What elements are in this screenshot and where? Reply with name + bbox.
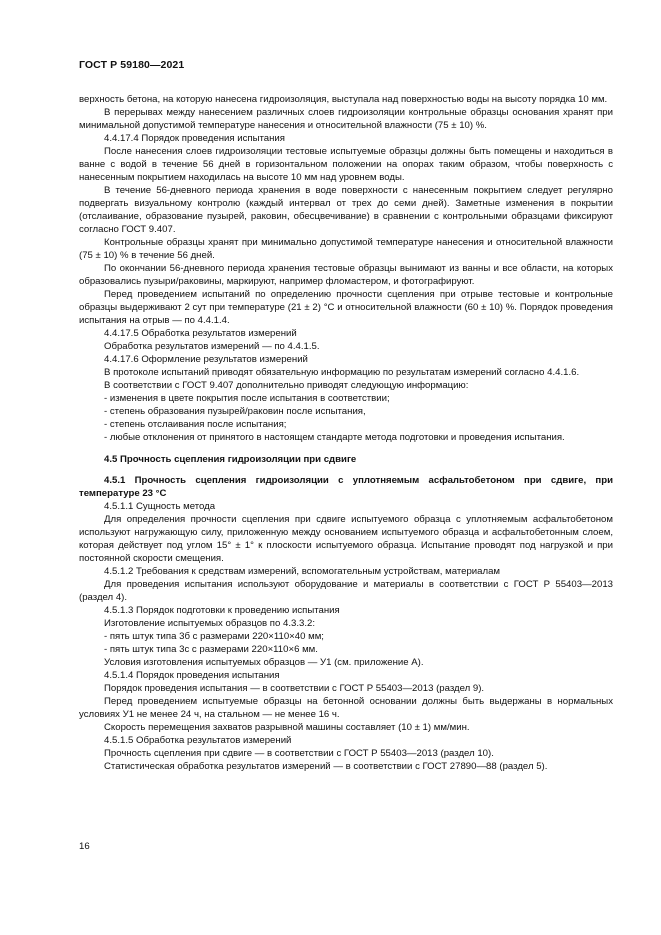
paragraph: Скорость перемещения захватов разрывной машины составляет (10 ± 1) мм/мин. xyxy=(104,722,470,733)
paragraph: Перед проведением испытаний по определению прочности сцепления при отрыве тестовые и контрольные образцы выдерживают 2 сут при температуре (21 ± 2) °С и относительной влажности (60 ± 10) %. Порядок проведения испытания на отрыв — по 4.4.1.4. xyxy=(79,289,613,326)
paragraph: Для проведения испытания используют оборудование и материалы в соответствии с ГОСТ Р 55403—2013 (раздел 4). xyxy=(79,579,613,603)
paragraph: Изготовление испытуемых образцов по 4.3.3.2: xyxy=(104,618,316,629)
paragraph: 4.5.1.1 Сущность метода xyxy=(104,501,216,512)
paragraph: Контрольные образцы хранят при минимально допустимой температуре нанесения и относительной влажности (75 ± 10) % в течение 56 дней. xyxy=(79,237,613,261)
paragraph: 4.4.17.4 Порядок проведения испытания xyxy=(104,133,285,144)
paragraph: В перерывах между нанесением различных слоев гидроизоляции контрольные образцы основания хранят при минимальной допустимой температуре нанесения и относительной влажности (75 ± 10) %. xyxy=(79,107,613,131)
list-item: - изменения в цвете покрытия после испытания в соответствии; xyxy=(104,393,390,404)
paragraph: После нанесения слоев гидроизоляции тестовые испытуемые образцы должны быть помещены и находиться в ванне с водой в течение 56 дней в горизонтальном положении на опорах таким образом, чтобы поверхность с нанесенным покрытием находилась на высоте 10 мм над уровнем воды. xyxy=(79,146,613,183)
subsection-heading: 4.5.1 Прочность сцепления гидроизоляции с уплотняемым асфальтобетоном при сдвиге, при температуре 23 °С xyxy=(79,475,613,499)
paragraph: 4.4.17.5 Обработка результатов измерений xyxy=(104,328,297,339)
paragraph: 4.5.1.2 Требования к средствам измерений, вспомогательным устройствам, материалам xyxy=(104,566,501,577)
paragraph: 4.5.1.5 Обработка результатов измерений xyxy=(104,735,292,746)
paragraph: В соответствии с ГОСТ 9.407 дополнительно приводят следующую информацию: xyxy=(104,380,469,391)
paragraph: Условия изготовления испытуемых образцов — У1 (см. приложение А). xyxy=(104,657,424,668)
paragraph: Порядок проведения испытания — в соответствии с ГОСТ Р 55403—2013 (раздел 9). xyxy=(104,683,485,694)
paragraph: 4.5.1.4 Порядок проведения испытания xyxy=(104,670,280,681)
list-item: - пять штук типа 3б с размерами 220×110×40 мм; xyxy=(104,631,324,642)
list-item: - степень образования пузырей/раковин после испытания, xyxy=(104,406,366,417)
list-item: - пять штук типа 3с с размерами 220×110×6 мм. xyxy=(104,644,318,655)
document-header: ГОСТ Р 59180—2021 xyxy=(79,59,185,71)
document-body xyxy=(79,93,613,773)
paragraph: Обработка результатов измерений — по 4.4.1.5. xyxy=(104,341,320,352)
paragraph: Для определения прочности сцепления при сдвиге испытуемого образца с уплотняемым асфальтобетоном используют нагружающую силу, приложенную между основанием испытуемого образца и асфальтобетонным слоем, которая действует под углом 15° ± 1° к плоскости испытуемого образца. Испытание проводят под нагрузкой и при постоянной скорости смещения. xyxy=(79,514,613,564)
list-item: - любые отклонения от принятого в настоящем стандарте метода подготовки и проведения испытания. xyxy=(104,432,565,443)
paragraph: 4.4.17.6 Оформление результатов измерений xyxy=(104,354,308,365)
paragraph: По окончании 56-дневного периода хранения тестовые образцы вынимают из ванны и все области, на которых образовались пузыри/раковины, маркируют, например фломастером, и фотографируют. xyxy=(79,263,613,287)
paragraph: Перед проведением испытуемые образцы на бетонной основании должны быть выдержаны в нормальных условиях У1 не менее 24 ч, на стальном — не менее 16 ч. xyxy=(79,696,613,720)
paragraph: В протоколе испытаний приводят обязательную информацию по результатам измерений согласно 4.4.1.6. xyxy=(104,367,580,378)
paragraph: Статистическая обработка результатов измерений — в соответствии с ГОСТ 27890—88 (раздел 5). xyxy=(104,761,548,772)
paragraph: В течение 56-дневного периода хранения в воде поверхности с нанесенным покрытием следует регулярно подвергать визуальному контролю (каждый интервал от трех до семи дней). Заметные изменения в покрытии (отслаивание, образование пузырей, раковин, обесцвечивание) в сравнении с контрольными образцами фиксируют согласно ГОСТ 9.407. xyxy=(79,185,613,235)
page-number: 16 xyxy=(79,841,90,852)
paragraph: верхность бетона, на которую нанесена гидроизоляция, выступала над поверхностью воды на высоту порядка 10 мм. xyxy=(79,94,608,105)
paragraph: 4.5.1.3 Порядок подготовки к проведению испытания xyxy=(104,605,340,616)
paragraph: Прочность сцепления при сдвиге — в соответствии с ГОСТ Р 55403—2013 (раздел 10). xyxy=(104,748,494,759)
list-item: - степень отслаивания после испытания; xyxy=(104,419,287,430)
section-heading: 4.5 Прочность сцепления гидроизоляции при сдвиге xyxy=(104,454,357,465)
